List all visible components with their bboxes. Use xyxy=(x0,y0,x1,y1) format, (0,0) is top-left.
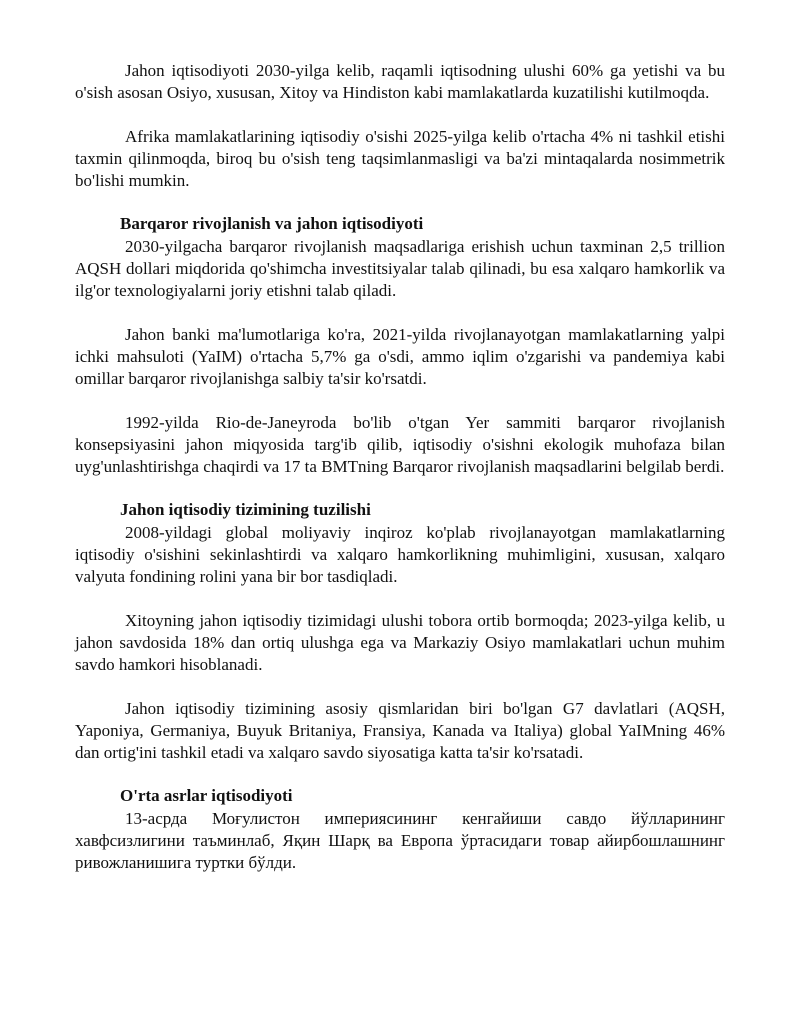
heading-medieval-economy: O'rta asrlar iqtisodiyoti xyxy=(120,786,293,806)
paragraph-g7: Jahon iqtisodiy tizimining asosiy qismlaridan biri bo'lgan G7 davlatlari (AQSH, Yaponiya, Germaniya, Buyuk Britaniya, Fransiya, Kanada va Italiya) global YaIMning 46% dan ortig'ini tashkil etadi va xalqaro savdo siyosatiga katta ta'sir ko'rsatadi. xyxy=(75,698,725,763)
paragraph-sdg-investment: 2030-yilgacha barqaror rivojlanish maqsadlariga erishish uchun taxminan 2,5 trillion AQSH dollari miqdorida qo'shimcha investitsiyalar talab qilinadi, bu esa xalqaro hamkorlik va ilg'or texnologiyalarni joriy etishni talab qiladi. xyxy=(75,236,725,301)
heading-sustainable-development: Barqaror rivojlanish va jahon iqtisodiyoti xyxy=(120,214,424,234)
paragraph-moghulistan: 13-асрда Моғулистон империясининг кенгайиши савдо йўлларининг хавфсизлигини таъминлаб, Яқин Шарқ ва Европа ўртасидаги товар айирбошлашнинг ривожланишига туртки бўлди. xyxy=(75,808,725,873)
paragraph-africa-growth: Afrika mamlakatlarining iqtisodiy o'sishi 2025-yilga kelib o'rtacha 4% ni tashkil etishi taxmin qilinmoqda, biroq bu o'sish teng taqsimlanmasligi va ba'zi mintaqalarda nosimmetrik bo'lishi mumkin. xyxy=(75,126,725,191)
paragraph-china-share: Xitoyning jahon iqtisodiy tizimidagi ulushi tobora ortib bormoqda; 2023-yilga kelib, u jahon savdosida 18% dan ortiq ulushga ega va Markaziy Osiyo mamlakatlari uchun muhim savdo hamkori hisoblanadi. xyxy=(75,610,725,675)
heading-economic-system: Jahon iqtisodiy tizimining tuzilishi xyxy=(120,500,371,520)
paragraph-financial-crisis: 2008-yildagi global moliyaviy inqiroz ko'plab rivojlanayotgan mamlakatlarning iqtisodiy o'sishini sekinlashtirdi va xalqaro hamkorlikning muhimligini, xususan, xalqaro valyuta fondining rolini yana bir bor tasdiqladi. xyxy=(75,522,725,587)
paragraph-digital-economy: Jahon iqtisodiyoti 2030-yilga kelib, raqamli iqtisodning ulushi 60% ga yetishi va bu o'sish asosan Osiyo, xususan, Xitoy va Hindiston kabi mamlakatlarda kuzatilishi kutilmoqda. xyxy=(75,61,725,103)
paragraph-world-bank: Jahon banki ma'lumotlariga ko'ra, 2021-yilda rivojlanayotgan mamlakatlarning yalpi ichki mahsuloti (YaIM) o'rtacha 5,7% ga o'sdi, ammo iqlim o'zgarishi va pandemiya kabi omillar barqaror rivojlanishga salbiy ta'sir ko'rsatdi. xyxy=(75,324,725,389)
paragraph-earth-summit: 1992-yilda Rio-de-Janeyroda bo'lib o'tgan Yer sammiti barqaror rivojlanish konsepsiyasini jahon miqyosida targ'ib qilib, iqtisodiy o'sishni ekologik muhofaza bilan uyg'unlashtirishga chaqirdi va 17 ta BMTning Barqaror rivojlanish maqsadlarini belgilab berdi. xyxy=(75,412,725,477)
document-body xyxy=(75,60,725,875)
